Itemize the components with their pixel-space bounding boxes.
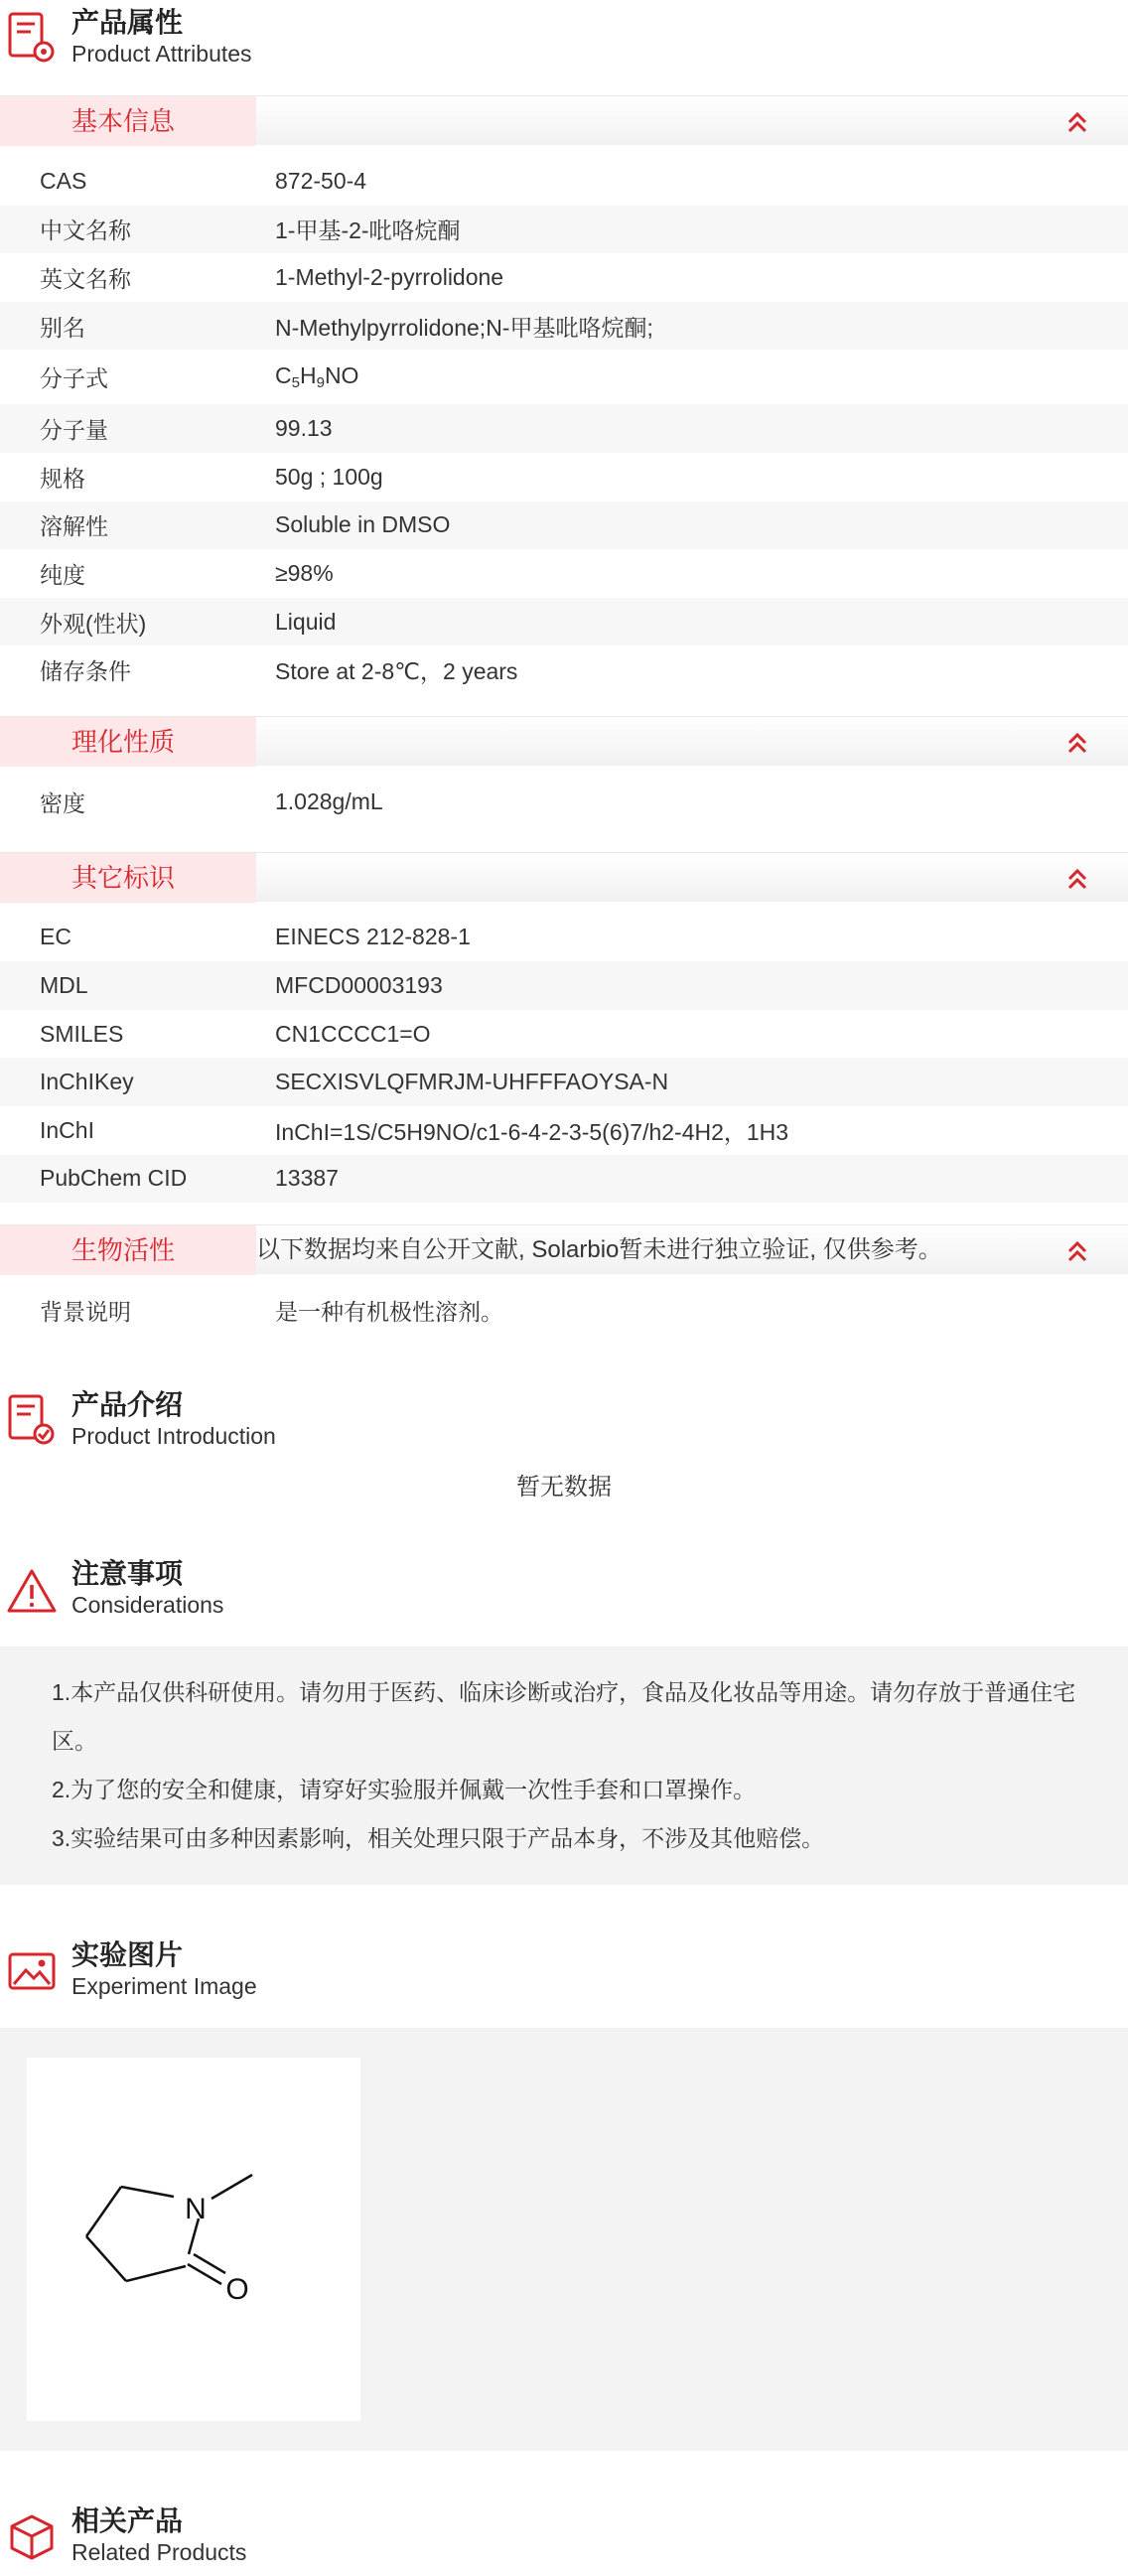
row-key: MDL	[40, 971, 88, 998]
row-value: Store at 2-8℃，2 years	[275, 658, 518, 685]
row-key: 英文名称	[40, 265, 131, 292]
row-key: 储存条件	[40, 658, 131, 685]
considerations-header	[0, 1551, 1128, 1629]
row-key: 中文名称	[40, 217, 131, 244]
table-row	[0, 778, 1128, 826]
basic-info-table	[0, 157, 1128, 694]
notice-item: 2.为了您的安全和健康，请穿好实验服并佩戴一次性手套和口罩操作。	[52, 1776, 757, 1802]
notice-item: 1.本产品仅供科研使用。请勿用于医药、临床诊断或治疗，食品及化妆品等用途。请勿存放于普通住宅区。	[52, 1678, 1076, 1754]
section-title-en: Product Attributes	[71, 41, 252, 67]
table-row	[0, 404, 1128, 453]
row-value: EINECS 212-828-1	[275, 924, 471, 950]
related-header	[0, 2499, 1128, 2576]
notice-item: 3.实验结果可由多种因素影响，相关处理只限于产品本身，不涉及其他赔偿。	[52, 1824, 825, 1851]
table-row	[0, 157, 1128, 206]
row-value: 99.13	[275, 415, 333, 442]
section-title-cn: 产品属性	[71, 7, 184, 38]
row-key: 分子量	[40, 417, 108, 444]
section-title-en: Related Products	[71, 2538, 247, 2565]
molecular-formula: $C_5H_9NO$	[275, 362, 359, 392]
row-value: 1-甲基-2-吡咯烷酮	[275, 217, 461, 244]
row-key: EC	[40, 924, 71, 950]
physchem-title: 理化性质	[0, 717, 256, 767]
chevron-double-up-icon[interactable]	[1066, 1240, 1088, 1262]
table-row	[0, 914, 1128, 962]
table-row	[0, 302, 1128, 351]
row-key: InChI	[40, 1116, 94, 1143]
atom-n: N	[185, 2192, 207, 2225]
document-gear-icon	[6, 10, 58, 66]
row-key: 外观(性状)	[40, 610, 147, 637]
row-key: 密度	[40, 789, 85, 816]
attributes-header	[0, 0, 1128, 77]
section-title-cn: 实验图片	[71, 1938, 184, 1970]
considerations-panel	[0, 1646, 1128, 1885]
row-value: 13387	[275, 1165, 339, 1192]
table-row	[0, 453, 1128, 501]
bioactivity-table	[0, 1286, 1128, 1335]
section-title-cn: 相关产品	[71, 2504, 184, 2536]
row-value: Liquid	[275, 608, 337, 635]
row-value: InChI=1S/C5H9NO/c1-6-4-2-3-5(6)7/h2-4H2，1H3	[275, 1118, 789, 1145]
row-value: SECXISVLQFMRJM-UHFFFAOYSA-N	[275, 1069, 669, 1095]
row-value: 50g ; 100g	[275, 463, 383, 490]
physchem-table	[0, 778, 1128, 826]
table-row	[0, 1286, 1128, 1335]
row-value: ≥98%	[275, 559, 334, 586]
section-title-en: Considerations	[71, 1591, 224, 1618]
row-value: 872-50-4	[275, 167, 367, 194]
section-title-cn: 注意事项	[71, 1557, 184, 1589]
molecule-structure	[27, 2058, 360, 2421]
row-value: 是一种有机极性溶剂。	[275, 1298, 503, 1325]
other-ids-bar[interactable]	[0, 852, 1128, 902]
row-value: 1.028g/mL	[275, 787, 383, 814]
row-key: 分子式	[40, 365, 108, 392]
document-check-icon	[6, 1392, 58, 1448]
section-title-en: Product Introduction	[71, 1422, 276, 1449]
row-key: SMILES	[40, 1020, 124, 1047]
section-title-cn: 产品介绍	[71, 1388, 184, 1420]
warning-icon	[6, 1561, 58, 1617]
row-key: 背景说明	[40, 1298, 131, 1325]
cube-icon	[6, 2508, 58, 2564]
table-row	[0, 645, 1128, 694]
section-title-en: Experiment Image	[71, 1972, 257, 1999]
table-row	[0, 549, 1128, 598]
table-row	[0, 1155, 1128, 1204]
no-data-text: 暂无数据	[516, 1473, 612, 1501]
atom-o: O	[225, 2272, 249, 2306]
physchem-bar[interactable]	[0, 716, 1128, 766]
row-key: 规格	[40, 465, 85, 492]
experiment-image-panel	[0, 2028, 1128, 2451]
table-row	[0, 598, 1128, 646]
other-ids-title: 其它标识	[0, 853, 256, 903]
basic-info-bar[interactable]	[0, 95, 1128, 145]
row-value: N-Methylpyrrolidone;N-甲基吡咯烷酮;	[275, 314, 653, 341]
row-value: MFCD00003193	[275, 971, 443, 998]
row-key: PubChem CID	[40, 1165, 188, 1192]
chevron-double-up-icon[interactable]	[1066, 111, 1088, 133]
table-row	[0, 501, 1128, 550]
table-row	[0, 1058, 1128, 1106]
row-key: 溶解性	[40, 513, 108, 540]
table-row	[0, 350, 1128, 404]
structure-image[interactable]	[27, 2058, 360, 2421]
bioactivity-title: 生物活性	[0, 1225, 256, 1275]
bioactivity-bar[interactable]	[0, 1224, 1128, 1274]
intro-header	[0, 1382, 1128, 1460]
row-key: 纯度	[40, 561, 85, 588]
row-key: CAS	[40, 167, 87, 194]
image-icon	[6, 1942, 58, 1998]
bioactivity-disclaimer: 以下数据均来自公开文献, Solarbio暂未进行独立验证, 仅供参考。	[256, 1236, 942, 1264]
table-row	[0, 961, 1128, 1010]
row-value: CN1CCCC1=O	[275, 1020, 431, 1047]
table-row	[0, 1106, 1128, 1155]
chevron-double-up-icon[interactable]	[1066, 732, 1088, 754]
chevron-double-up-icon[interactable]	[1066, 868, 1088, 890]
row-key: InChIKey	[40, 1069, 134, 1095]
table-row	[0, 253, 1128, 302]
basic-info-title: 基本信息	[0, 96, 256, 146]
row-value: 1-Methyl-2-pyrrolidone	[275, 263, 504, 290]
table-row	[0, 206, 1128, 254]
other-ids-table	[0, 914, 1128, 1204]
experiment-header	[0, 1932, 1128, 2010]
row-key: 别名	[40, 314, 85, 341]
table-row	[0, 1010, 1128, 1059]
row-value: Soluble in DMSO	[275, 511, 451, 538]
